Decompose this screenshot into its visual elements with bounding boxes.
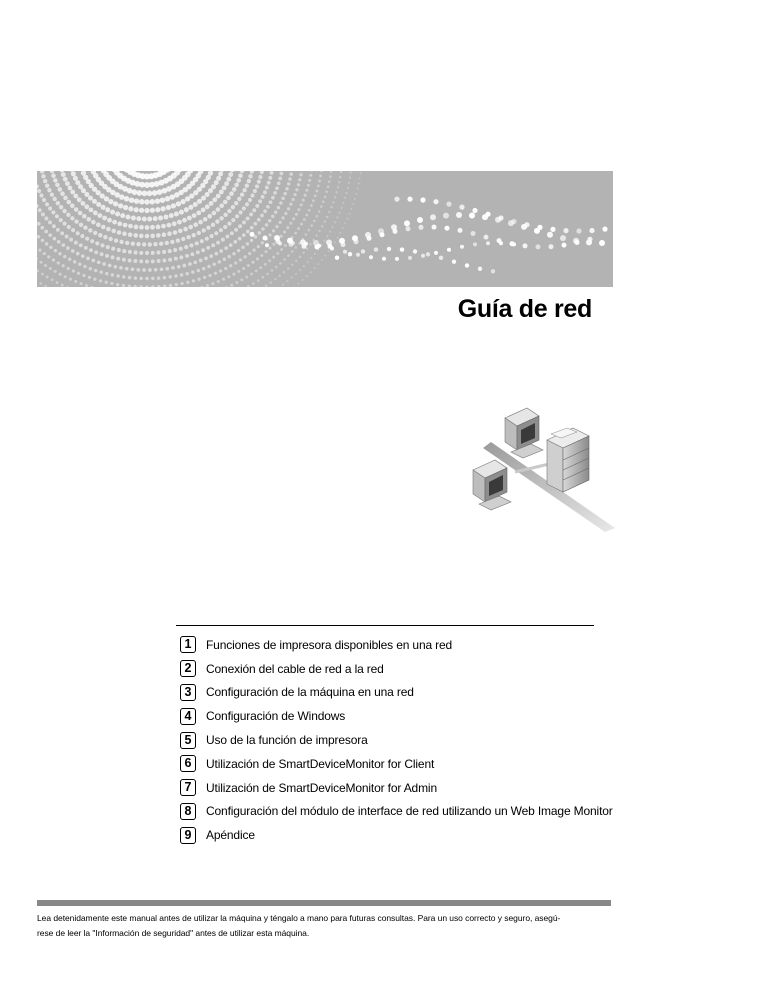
chapter-item	[180, 657, 613, 681]
chapter-title: Configuración del módulo de interface de red utilizando un Web Image Monitor	[206, 804, 613, 819]
chapter-item	[180, 776, 613, 800]
cover-banner	[37, 171, 613, 287]
chapter-title: Funciones de impresora disponibles en una red	[206, 637, 453, 652]
printer-icon	[547, 428, 589, 492]
chapter-item	[180, 752, 613, 776]
chapter-number: 4	[180, 708, 196, 725]
chapter-title: Utilización de SmartDeviceMonitor for Admin	[206, 780, 437, 795]
chapter-item	[180, 728, 613, 752]
chapter-item	[180, 704, 613, 728]
chapter-number: 2	[180, 660, 196, 677]
chapter-title: Utilización de SmartDeviceMonitor for Client	[206, 756, 435, 771]
chapter-item	[180, 681, 613, 705]
chapter-number: 3	[180, 684, 196, 701]
chapter-number: 5	[180, 732, 196, 749]
chapter-number: 7	[180, 779, 196, 796]
footer-notice-line: Lea detenidamente este manual antes de utilizar la máquina y téngalo a mano para futuras consultas. Para un uso correcto y seguro, asegú-	[37, 913, 561, 923]
chapter-number: 6	[180, 755, 196, 772]
chapter-list	[180, 633, 613, 847]
chapter-item	[180, 800, 613, 824]
chapter-title: Configuración de la máquina en una red	[206, 685, 414, 700]
dot-pattern-graphic	[37, 171, 613, 287]
chapter-number: 9	[180, 827, 196, 844]
network-illustration	[455, 400, 615, 540]
footer-divider	[37, 900, 611, 906]
chapter-title: Configuración de Windows	[206, 709, 346, 724]
footer-notice	[37, 911, 613, 940]
footer-notice-line: rese de leer la "Información de seguridad" antes de utilizar esta máquina.	[37, 927, 310, 938]
chapter-number: 1	[180, 636, 196, 653]
document-title: Guía de red	[457, 295, 592, 323]
computer-icon	[505, 408, 543, 458]
chapter-number: 8	[180, 803, 196, 820]
chapter-title: Uso de la función de impresora	[206, 733, 368, 748]
chapter-item	[180, 633, 613, 657]
chapter-item	[180, 823, 613, 847]
chapter-title: Conexión del cable de red a la red	[206, 661, 384, 676]
chapter-title: Apéndice	[206, 828, 255, 843]
computer-icon	[473, 460, 511, 510]
toc-divider	[176, 625, 594, 626]
